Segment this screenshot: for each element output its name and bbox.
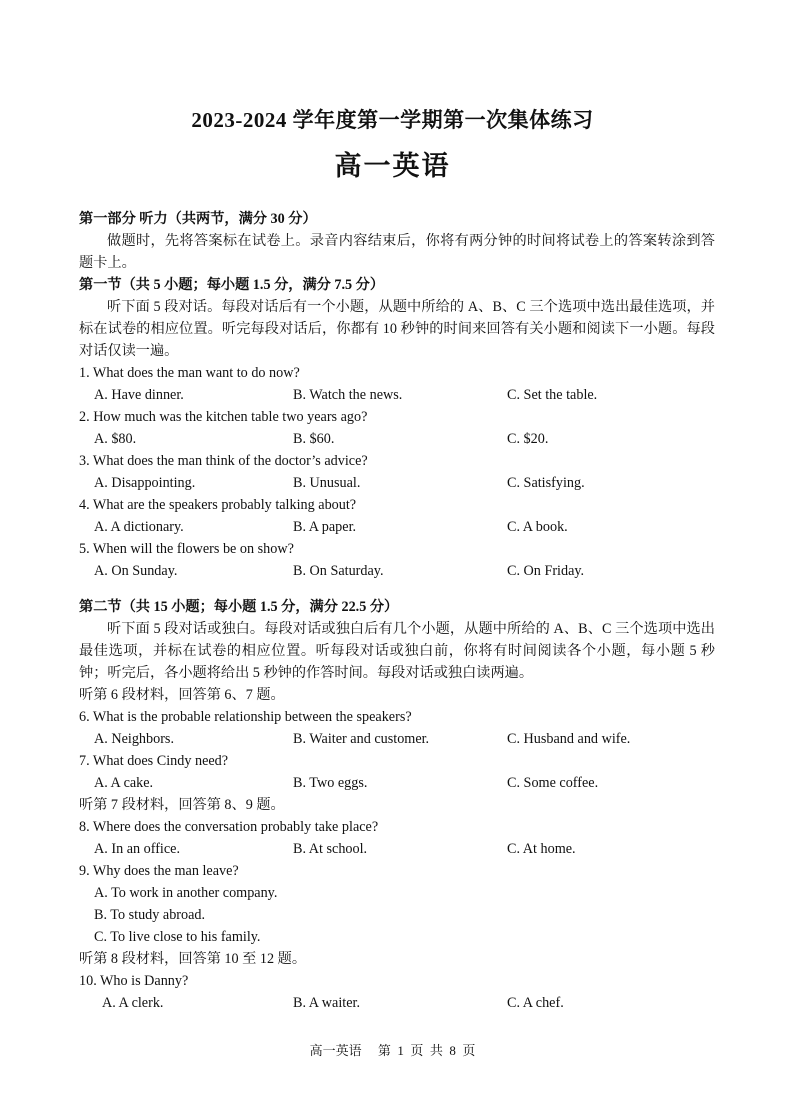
option-b: B. On Saturday.: [293, 563, 384, 579]
page-footer: 高一英语 第 1 页 共 8 页: [309, 1043, 476, 1058]
section2-heading: 第二节（共 15 小题；每小题 1.5 分，满分 22.5 分）: [79, 599, 399, 615]
question-6: 6. What is the probable relationship between the speakers?: [79, 709, 412, 725]
question-7: 7. What does Cindy need?: [79, 753, 229, 769]
option-c: C. At home.: [507, 841, 576, 857]
option-b: B. Two eggs.: [293, 775, 368, 791]
section-gap: [79, 582, 715, 596]
option-c: C. A book.: [507, 519, 568, 535]
subject-title: 高一英语: [334, 151, 451, 181]
question-4: 4. What are the speakers probably talking about?: [79, 497, 357, 513]
exam-content: [79, 208, 715, 1014]
question-7-options: [79, 772, 715, 794]
option-c: C. $20.: [507, 431, 549, 447]
option-b: B. $60.: [293, 431, 335, 447]
question-6-options: [79, 728, 715, 750]
question-10-options: [79, 992, 715, 1014]
option-c: C. On Friday.: [507, 563, 585, 579]
question-1-options: [79, 384, 715, 406]
option-b: B. Waiter and customer.: [293, 731, 430, 747]
section1-heading: 第一节（共 5 小题；每小题 1.5 分，满分 7.5 分）: [79, 277, 385, 293]
question-4-options: [79, 516, 715, 538]
option-b: B. Watch the news.: [293, 387, 403, 403]
question-1: 1. What does the man want to do now?: [79, 365, 300, 381]
option-a: A. On Sunday.: [94, 563, 178, 579]
question-5: 5. When will the flowers be on show?: [79, 541, 294, 557]
option-a: A. Have dinner.: [94, 387, 184, 403]
material-7-note: 听第 7 段材料，回答第 8、9 题。: [79, 797, 285, 813]
option-c: C. Set the table.: [507, 387, 598, 403]
option-b: B. A waiter.: [293, 995, 360, 1011]
option-c: C. Husband and wife.: [507, 731, 631, 747]
exam-title: 2023-2024 学年度第一学期第一次集体练习: [191, 108, 594, 132]
question-5-options: [79, 560, 715, 582]
question-3: 3. What does the man think of the doctor’s advice?: [79, 453, 368, 469]
question-10: 10. Who is Danny?: [79, 973, 189, 989]
option-c: C. Some coffee.: [507, 775, 599, 791]
option-a: A. A cake.: [94, 775, 154, 791]
option-a: A. To work in another company.: [94, 885, 278, 901]
material-6-note: 听第 6 段材料，回答第 6、7 题。: [79, 687, 285, 703]
option-a: A. A dictionary.: [94, 519, 184, 535]
option-a: A. $80.: [94, 431, 137, 447]
section1-instructions: 听下面 5 段对话。每段对话后有一个小题，从题中所给的 A、B、C 三个选项中选出最佳选项，并标在试卷的相应位置。听完每段对话后，你都有 10 秒钟的时间来回答有关小题和阅读下一小题。每段对话仅读一遍。: [79, 299, 715, 359]
option-b: B. At school.: [293, 841, 368, 857]
question-2: 2. How much was the kitchen table two years ago?: [79, 409, 368, 425]
question-3-options: [79, 472, 715, 494]
section2-instructions: 听下面 5 段对话或独白。每段对话或独白后有几个小题，从题中所给的 A、B、C 三个选项中选出最佳选项，并标在试卷的相应位置。听每段对话或独白前，你将有时间阅读各个小题，每小题 5 秒钟；听完后，各小题将给出 5 秒钟的作答时间。每段对话或独白读两遍。: [79, 621, 715, 681]
part1-instructions: 做题时，先将答案标在试卷上。录音内容结束后，你将有两分钟的时间将试卷上的答案转涂到答题卡上。: [79, 233, 715, 271]
part1-heading: 第一部分 听力（共两节，满分 30 分）: [79, 211, 317, 227]
option-b: B. To study abroad.: [94, 907, 206, 923]
option-c: C. Satisfying.: [507, 475, 585, 491]
option-c: C. To live close to his family.: [94, 929, 261, 945]
question-8-options: [79, 838, 715, 860]
option-a: A. In an office.: [94, 841, 181, 857]
question-8: 8. Where does the conversation probably take place?: [79, 819, 379, 835]
question-2-options: [79, 428, 715, 450]
material-8-note: 听第 8 段材料，回答第 10 至 12 题。: [79, 951, 307, 967]
option-a: A. Disappointing.: [94, 475, 196, 491]
option-b: B. Unusual.: [293, 475, 361, 491]
option-a: A. A clerk.: [102, 995, 164, 1011]
option-b: B. A paper.: [293, 519, 357, 535]
option-c: C. A chef.: [507, 995, 564, 1011]
option-a: A. Neighbors.: [94, 731, 174, 747]
question-9: 9. Why does the man leave?: [79, 863, 239, 879]
